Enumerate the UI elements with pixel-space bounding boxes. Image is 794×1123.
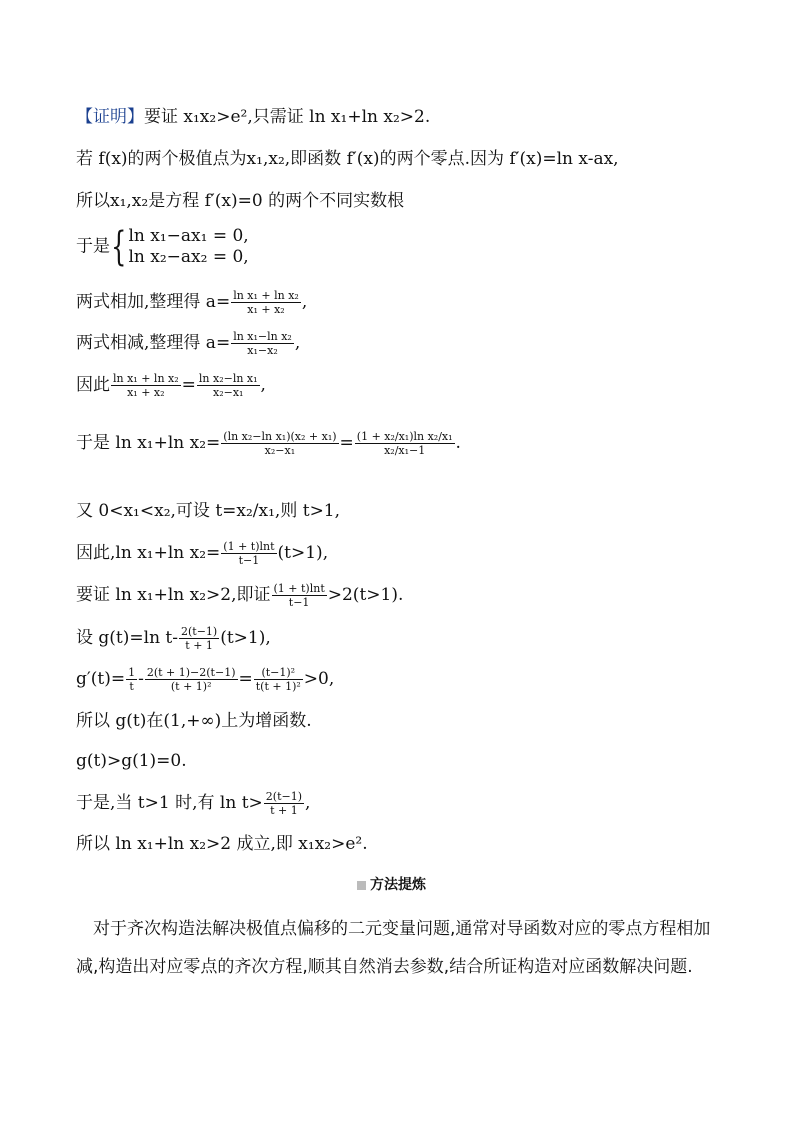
fraction: $\frac{(1 + t)\ln t}{t-1}$	[223, 540, 275, 567]
fraction: $\frac{(1 + t)\ln t}{t-1}$	[273, 582, 325, 609]
fraction: $\frac{\text{(ln x₂−ln x₁)(x₂ + x₁)}}{\text{x₂−x₁}}$	[223, 430, 337, 457]
fraction: $\frac{\text{ln x₂−ln x₁}}{\text{x₂−x₁}}$	[198, 372, 258, 399]
proof-line-11: 要证 ln x₁+ln x₂>2,即证 $\frac{(1 + t)\ln t}{t-1}$ >2(t>1).	[76, 582, 404, 609]
proof-line-15: g(t)>g(1)=0.	[76, 751, 187, 771]
proof-line-6: 两式相减,整理得 a= $\frac{\text{ln x₁−ln x₂}}{\text{x₁−x₂}}$ ,	[76, 330, 301, 357]
fraction: $\frac{1}{t}$	[128, 666, 136, 693]
proof-tag: 【证明】	[76, 107, 144, 127]
method-paragraph: 对于齐次构造法解决极值点偏移的二元变量问题,通常对导函数对应的零点方程相加减,构造出对应零点的齐次方程,顺其自然消去参数,结合所证构造对应函数解决问题.	[76, 919, 711, 977]
proof-line-12: 设 g(t)=ln t- $\frac{2(t-1)}{t + 1}$ (t>1),	[76, 625, 271, 652]
proof-line-2: 若 f(x)的两个极值点为x₁,x₂,即函数 f′(x)的两个零点.因为 f′(x)=ln x-ax,	[76, 149, 619, 169]
fraction: $\frac{2(t + 1)-2(t-1)}{\text{(t + 1)²}}$	[146, 666, 236, 693]
brace: {	[111, 224, 127, 270]
fraction: $\frac{2(t-1)}{t + 1}$	[181, 625, 218, 652]
proof-line-14: 所以 g(t)在(1,+∞)上为增函数.	[76, 711, 312, 731]
fraction: $\frac{2(t-1)}{t + 1}$	[265, 790, 302, 817]
proof-line-17: 所以 ln x₁+ln x₂>2 成立,即 x₁x₂>e².	[76, 834, 368, 854]
fraction: $\frac{\text{ln x₁−ln x₂}}{\text{x₁−x₂}}$	[233, 330, 292, 357]
proof-line-9: 又 0<x₁<x₂,可设 t=x₂/x₁,则 t>1,	[76, 501, 341, 521]
proof-line-16: 于是,当 t>1 时,有 ln t> $\frac{2(t-1)}{t + 1}$ ,	[76, 790, 311, 817]
proof-line-13: g′(t)= $\frac{1}{t}$ - $\frac{2(t + 1)-2(t-1)}{\text{(t + 1)²}}$ = $\frac{\text{(t−1)²}}{\text{t(t + 1)²}}$ >0,	[76, 666, 335, 693]
proof-line-10: 因此,ln x₁+ln x₂= $\frac{(1 + t)\ln t}{t-1}$ (t>1),	[76, 540, 329, 567]
fraction: $\frac{\text{(1 + x₂/x₁)ln x₂/x₁}}{\text{x₂/x₁−1}}$	[356, 430, 453, 457]
square-icon	[357, 881, 366, 890]
fraction: $\frac{\text{ln x₁ + ln x₂}}{\text{x₁ + x₂}}$	[113, 372, 179, 399]
fraction: $\frac{\text{ln x₁ + ln x₂}}{\text{x₁ + x₂}}$	[233, 289, 299, 316]
proof-line-3: 所以x₁,x₂是方程 f′(x)=0 的两个不同实数根	[76, 191, 405, 211]
proof-line-5: 两式相加,整理得 a= $\frac{\text{ln x₁ + ln x₂}}{\text{x₁ + x₂}}$ ,	[76, 289, 308, 316]
fraction: $\frac{\text{(t−1)²}}{\text{t(t + 1)²}}$	[255, 666, 301, 693]
proof-line-1: 【证明】要证 x₁x₂>e²,只需证 ln x₁+ln x₂>2.	[76, 107, 431, 127]
equation-system: 于是{ ln x₁−ax₁ = 0, ln x₂−ax₂ = 0,	[76, 224, 249, 270]
proof-line-7: 因此 $\frac{\text{ln x₁ + ln x₂}}{\text{x₁ + x₂}}$ = $\frac{\text{ln x₂−ln x₁}}{\text{x₂−x₁}}$ ,	[76, 372, 266, 399]
proof-line-8: 于是 ln x₁+ln x₂= $\frac{\text{(ln x₂−ln x₁)(x₂ + x₁)}}{\text{x₂−x₁}}$ = $\frac{\text{(1 + x₂/x₁)ln x₂/x₁}}{\text{x₂/x₁−1}}$ .	[76, 430, 461, 457]
method-heading: 方法提炼	[357, 874, 426, 894]
